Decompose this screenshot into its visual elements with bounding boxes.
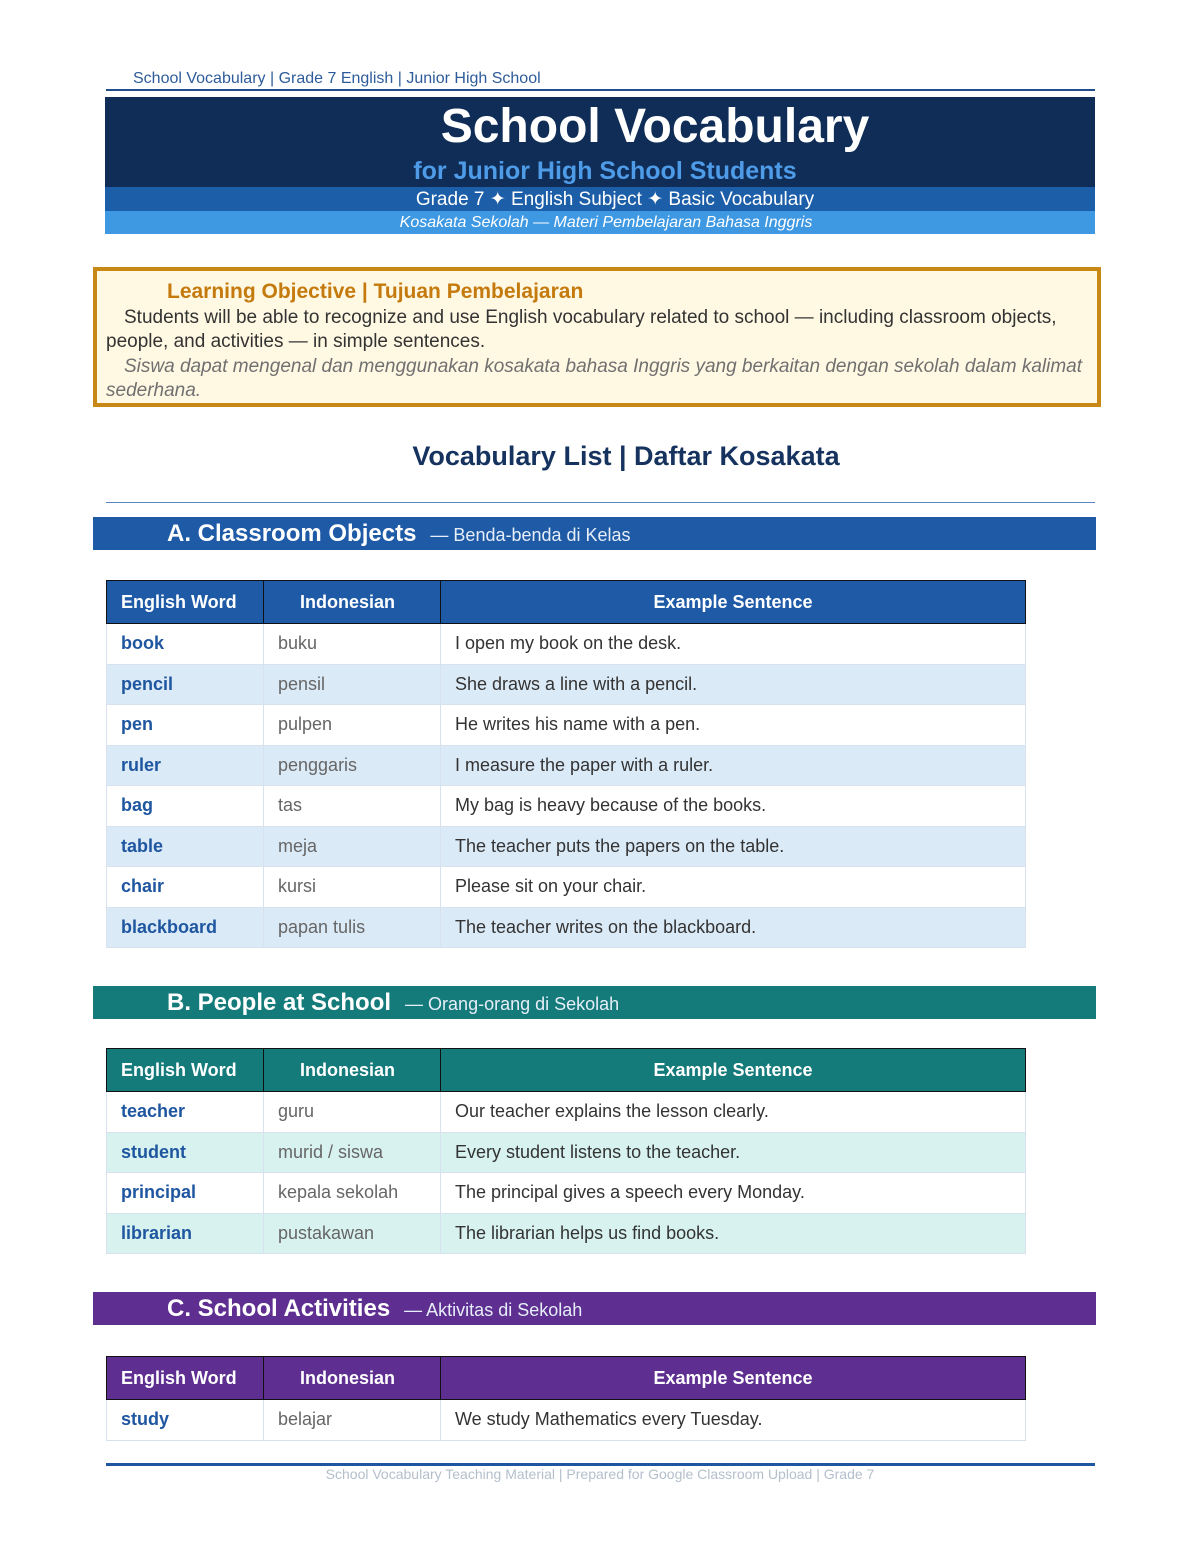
english-word: teacher — [107, 1092, 264, 1133]
example-sentence: Please sit on your chair. — [441, 867, 1026, 908]
objective-title: Learning Objective | Tujuan Pembelajaran — [167, 280, 584, 303]
table-row — [107, 664, 1026, 705]
english-word: bag — [107, 786, 264, 827]
english-word: librarian — [107, 1213, 264, 1254]
example-sentence: The teacher writes on the blackboard. — [441, 907, 1026, 948]
example-sentence: She draws a line with a pencil. — [441, 664, 1026, 705]
english-word: pen — [107, 705, 264, 746]
indonesian-word: penggaris — [264, 745, 441, 786]
table-header-row — [107, 1357, 1026, 1400]
column-header-sentence: Example Sentence — [441, 581, 1026, 624]
document-subtitle: for Junior High School Students — [413, 157, 797, 185]
english-word: table — [107, 826, 264, 867]
vocabulary-rule — [106, 502, 1095, 503]
english-word: pencil — [107, 664, 264, 705]
banner-tagline: Kosakata Sekolah — Materi Pembelajaran Bahasa Inggris — [399, 214, 813, 231]
indonesian-word: guru — [264, 1092, 441, 1133]
page-footer: School Vocabulary Teaching Material | Prepared for Google Classroom Upload | Grade 7 — [325, 1466, 875, 1482]
indonesian-word: tas — [264, 786, 441, 827]
indonesian-word: papan tulis — [264, 907, 441, 948]
title-banner — [105, 97, 1095, 234]
people-at-school-table — [106, 1048, 1026, 1254]
example-sentence: We study Mathematics every Tuesday. — [441, 1400, 1026, 1441]
example-sentence: I measure the paper with a ruler. — [441, 745, 1026, 786]
table-row — [107, 705, 1026, 746]
table-header-row — [107, 1049, 1026, 1092]
indonesian-word: pulpen — [264, 705, 441, 746]
document-title: School Vocabulary — [440, 100, 870, 153]
section-c-subtitle: — Aktivitas di Sekolah — [404, 1300, 583, 1320]
indonesian-word: pustakawan — [264, 1213, 441, 1254]
indonesian-word: meja — [264, 826, 441, 867]
indonesian-word: pensil — [264, 664, 441, 705]
section-b-subtitle: — Orang-orang di Sekolah — [405, 994, 620, 1014]
table-row — [107, 1132, 1026, 1173]
running-head: School Vocabulary | Grade 7 English | Junior High School — [133, 70, 541, 87]
indonesian-word: kursi — [264, 867, 441, 908]
header-rule — [106, 89, 1095, 91]
banner-meta: Grade 7 ✦ English Subject ✦ Basic Vocabulary — [415, 189, 815, 210]
english-word: blackboard — [107, 907, 264, 948]
section-b-bar — [93, 986, 1096, 1019]
column-header-word: English Word — [107, 581, 264, 624]
vocabulary-heading: Vocabulary List | Daftar Kosakata — [412, 441, 840, 471]
column-header-word: English Word — [107, 1049, 264, 1092]
indonesian-word: kepala sekolah — [264, 1173, 441, 1214]
section-b-title: B. People at School — [167, 989, 392, 1016]
learning-objective-box — [93, 267, 1101, 407]
section-a-title: A. Classroom Objects — [167, 520, 417, 547]
column-header-indonesian: Indonesian — [264, 1357, 441, 1400]
example-sentence: My bag is heavy because of the books. — [441, 786, 1026, 827]
objective-indonesian: Siswa dapat mengenal dan menggunakan kosakata bahasa Inggris yang berkaitan dengan sekolah dalam kalimat sederhana. — [106, 356, 1083, 401]
example-sentence: I open my book on the desk. — [441, 624, 1026, 665]
classroom-objects-table — [106, 580, 1026, 948]
table-row — [107, 907, 1026, 948]
indonesian-word: buku — [264, 624, 441, 665]
english-word: ruler — [107, 745, 264, 786]
indonesian-word: belajar — [264, 1400, 441, 1441]
table-row — [107, 826, 1026, 867]
example-sentence: He writes his name with a pen. — [441, 705, 1026, 746]
example-sentence: Our teacher explains the lesson clearly. — [441, 1092, 1026, 1133]
column-header-word: English Word — [107, 1357, 264, 1400]
column-header-indonesian: Indonesian — [264, 1049, 441, 1092]
column-header-sentence: Example Sentence — [441, 1357, 1026, 1400]
english-word: principal — [107, 1173, 264, 1214]
table-row — [107, 786, 1026, 827]
example-sentence: The teacher puts the papers on the table. — [441, 826, 1026, 867]
section-c-bar — [93, 1292, 1096, 1325]
table-row — [107, 1173, 1026, 1214]
english-word: student — [107, 1132, 264, 1173]
table-row — [107, 1092, 1026, 1133]
english-word: study — [107, 1400, 264, 1441]
table-row — [107, 745, 1026, 786]
english-word: chair — [107, 867, 264, 908]
section-a-bar — [93, 517, 1096, 550]
english-word: book — [107, 624, 264, 665]
example-sentence: The librarian helps us find books. — [441, 1213, 1026, 1254]
table-row — [107, 867, 1026, 908]
example-sentence: The principal gives a speech every Monday. — [441, 1173, 1026, 1214]
section-c-title: C. School Activities — [167, 1295, 391, 1322]
example-sentence: Every student listens to the teacher. — [441, 1132, 1026, 1173]
section-a-subtitle: — Benda-benda di Kelas — [430, 525, 631, 545]
table-header-row — [107, 581, 1026, 624]
table-row — [107, 624, 1026, 665]
objective-english: Students will be able to recognize and use English vocabulary related to school — including classroom objects, people, and activities — in simple sentences. — [106, 307, 1057, 352]
table-row — [107, 1400, 1026, 1441]
column-header-sentence: Example Sentence — [441, 1049, 1026, 1092]
school-activities-table — [106, 1356, 1026, 1441]
table-row — [107, 1213, 1026, 1254]
indonesian-word: murid / siswa — [264, 1132, 441, 1173]
column-header-indonesian: Indonesian — [264, 581, 441, 624]
